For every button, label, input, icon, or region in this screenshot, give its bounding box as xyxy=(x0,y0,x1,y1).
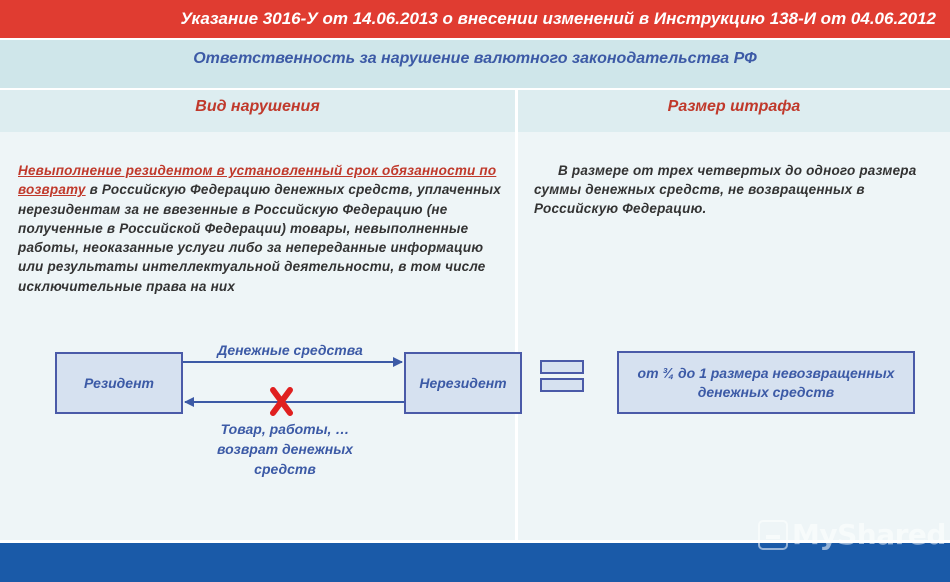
violation-description xyxy=(18,161,510,296)
money-label: Денежные средства xyxy=(217,342,363,358)
violation-rest-text: в Российскую Федерацию денежных средств, уплаченных нерезидентам за не ввезенные в Российскую Федерацию (не полученные в Российской Федерации) товары, невыполненные работы, неоказанные услуги либо за непереданные информацию или результаты интеллектуальной деятельности, в том числе исключительные права на них xyxy=(18,182,501,294)
violation-lead-text: Невыполнение резидентом в установленный срок обязанности по возврату xyxy=(18,163,497,198)
section-title: Ответственность за нарушение валютного законодательства РФ xyxy=(193,50,757,67)
table-header-row xyxy=(0,90,950,132)
watermark xyxy=(758,518,946,551)
resident-label: Резидент xyxy=(84,375,154,391)
resident-box xyxy=(55,352,183,414)
column-header-violation: Вид нарушения xyxy=(195,98,320,115)
section-title-bar xyxy=(0,40,950,88)
header-bar xyxy=(0,0,950,38)
fine-description: В размере от трех четвертых до одного размера суммы денежных средств, не возвращенных в Российскую Федерацию. xyxy=(534,163,917,216)
nonresident-label: Нерезидент xyxy=(419,375,507,391)
result-label: от ¾ до 1 размера невозвращенных денежных средств xyxy=(637,364,895,400)
nonresident-box xyxy=(404,352,522,414)
equals-sign-bottom-bar xyxy=(540,378,584,392)
equals-sign-top-bar xyxy=(540,360,584,374)
column-header-fine: Размер штрафа xyxy=(667,98,801,115)
result-box xyxy=(617,351,915,414)
share-icon xyxy=(758,520,788,550)
watermark-text: MyShared xyxy=(792,518,946,551)
return-label: Товар, работы, … возврат денежных средств xyxy=(217,421,353,477)
column-divider xyxy=(515,132,518,540)
header-title: Указание 3016-У от 14.06.2013 о внесении изменений в Инструкцию 138-И от 04.06.2012 xyxy=(180,9,936,28)
